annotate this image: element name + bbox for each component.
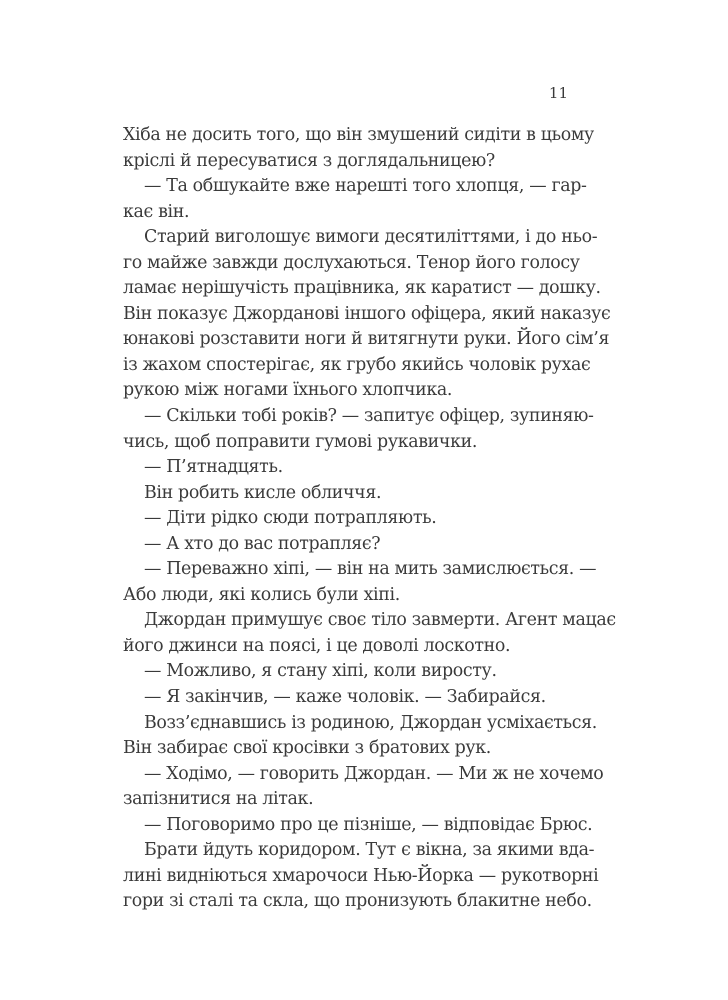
- text-line: Він показує Джорданові іншого офіцера, який наказує: [123, 303, 611, 324]
- text-line: кає він.: [123, 201, 190, 222]
- text-line: Хіба не досить того, що він змушений сидіти в цьому: [123, 125, 594, 145]
- text-line: — Скільки тобі років? — запитує офіцер, зупиняю-: [144, 406, 594, 427]
- text-line: Або люди, які колись були хіпі.: [123, 584, 400, 605]
- body-text: [123, 123, 616, 915]
- text-line: запізнитися на літак.: [123, 789, 314, 810]
- text-line: ламає нерішучість працівника, як каратист — дошку.: [123, 278, 601, 299]
- text-line: його джинси на поясі, і це доволі лоскотно.: [123, 635, 511, 656]
- text-line: чись, щоб поправити гумові рукавички.: [123, 431, 478, 452]
- text-line: — П’ятнадцять.: [144, 457, 283, 478]
- text-line: кріслі й пересуватися з доглядальницею?: [123, 150, 495, 171]
- text-line: Возз’єднавшись із родиною, Джордан усміхається.: [144, 712, 597, 733]
- text-line: го майже завжди дослухаються. Тенор його голосу: [123, 252, 580, 273]
- text-line: юнакові розставити ноги й витягнути руки. Його сім’я: [123, 329, 610, 350]
- text-line: рукою між ногами їхнього хлопчика.: [123, 380, 453, 401]
- text-line: гори зі сталі та скла, що пронизують блакитне небо.: [123, 891, 592, 912]
- text-line: — Та обшукайте вже нарешті того хлопця, — гар-: [144, 176, 587, 197]
- text-line: — Переважно хіпі, — він на мить замислюється. —: [144, 559, 597, 580]
- text-line: Він робить кисле обличчя.: [144, 482, 382, 503]
- text-line: Старий виголошує вимоги десятиліттями, і до ньо-: [144, 227, 598, 248]
- text-line: Він забирає свої кросівки з братових рук.: [123, 738, 491, 759]
- text-line: — Діти рідко сюди потрапляють.: [144, 508, 437, 529]
- text-line: — Я закінчив, — каже чоловік. — Забирайся.: [144, 687, 546, 708]
- page-number: 11: [548, 84, 568, 102]
- text-line: — Можливо, я стану хіпі, коли виросту.: [144, 661, 497, 682]
- text-line: — Поговоримо про це пізніше, — відповідає Брюс.: [144, 814, 593, 835]
- text-line: лині видніються хмарочоси Нью-Йорка — рукотворні: [123, 865, 599, 886]
- text-line: — Ходімо, — говорить Джордан. — Ми ж не хочемо: [144, 763, 604, 784]
- text-line: Джордан примушує своє тіло завмерти. Агент мацає: [144, 610, 616, 631]
- text-line: із жахом спостерігає, як грубо якийсь чоловік рухає: [123, 354, 591, 375]
- text-line: — А хто до вас потрапляє?: [144, 533, 381, 554]
- text-line: Брати йдуть коридором. Тут є вікна, за якими вда-: [144, 840, 595, 861]
